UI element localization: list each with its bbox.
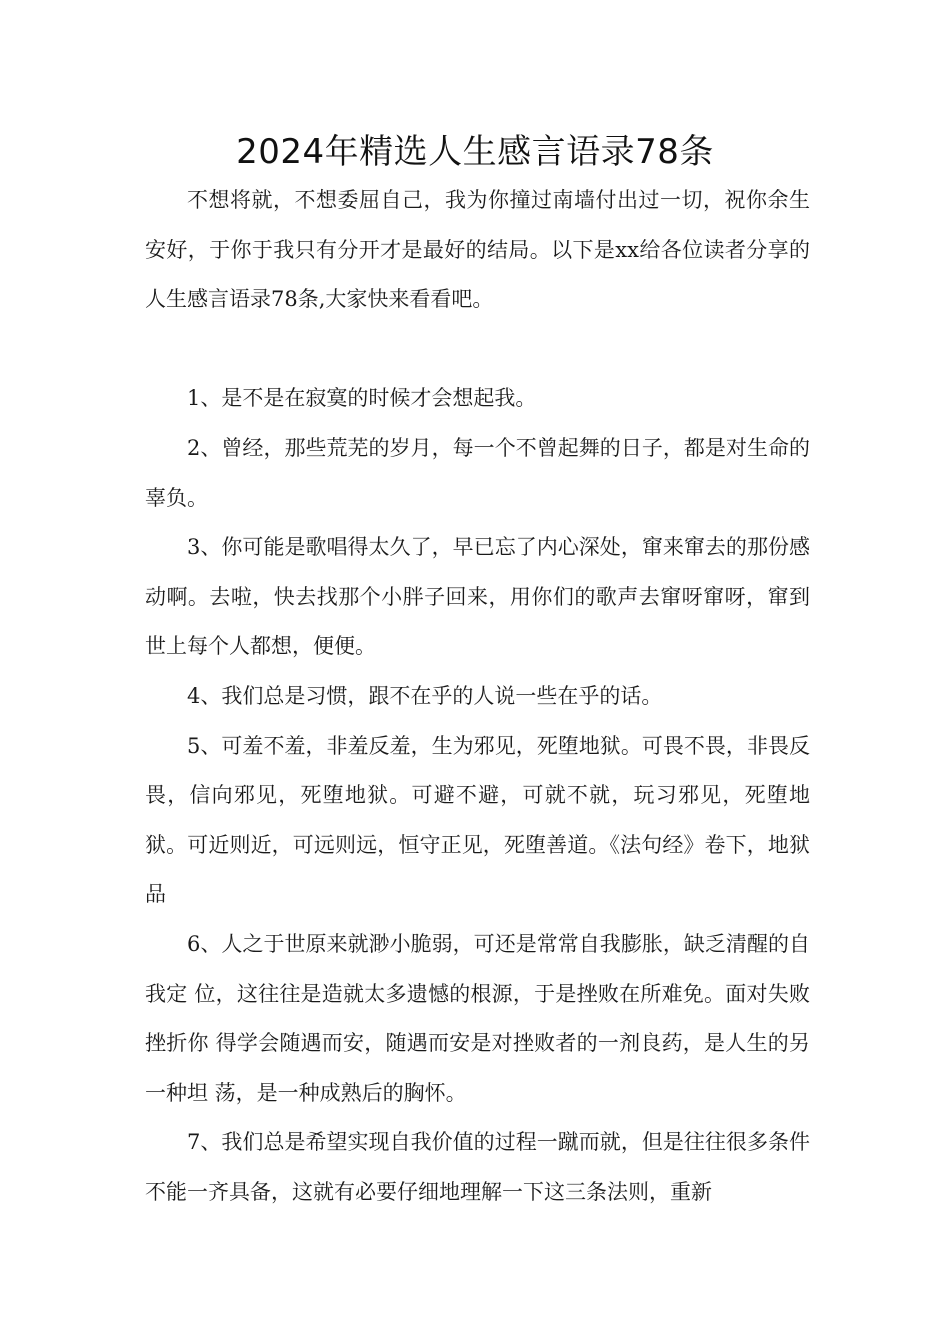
document-title: 2024年精选人生感言语录78条 xyxy=(236,132,714,172)
paragraph-spacer xyxy=(145,325,810,375)
document-body xyxy=(145,176,810,1217)
list-item: 7、我们总是希望实现自我价值的过程一蹴而就，但是往往很多条件不能一齐具备，这就有必要仔细地理解一下这三条法则，重新 xyxy=(145,1130,810,1204)
list-item: 2、曾经，那些荒芜的岁月，每一个不曾起舞的日子，都是对生命的辜负。 xyxy=(145,435,810,510)
list-item: 3、你可能是歌唱得太久了，早已忘了内心深处，窜来窜去的那份感动啊。去啦，快去找那个小胖子回来，用你们的歌声去窜呀窜呀，窜到世上每个人都想，便便。 xyxy=(145,535,810,659)
list-item: 5、可羞不羞，非羞反羞，生为邪见，死堕地狱。可畏不畏，非畏反畏，信向邪见，死堕地狱。可避不避，可就不就，玩习邪见，死堕地狱。可近则近，可远则远，恒守正见，死堕善道。《法句经》卷下，地狱品 xyxy=(145,733,810,907)
list-item: 6、人之于世原来就渺小脆弱，可还是常常自我膨胀，缺乏清醒的自我定 位，这往往是造就太多遗憾的根源，于是挫败在所难免。面对失败挫折你 得学会随遇而安，随遇而安是对挫败者的一剂良药，是人生的另一种坦 荡，是一种成熟后的胸怀。 xyxy=(145,931,810,1105)
list-item: 4、我们总是习惯，跟不在乎的人说一些在乎的话。 xyxy=(187,683,663,708)
list-item: 1、是不是在寂寞的时候才会想起我。 xyxy=(187,386,537,411)
intro-paragraph: 不想将就，不想委屈自己，我为你撞过南墙付出过一切，祝你余生安好，于你于我只有分开才是最好的结局。以下是xx给各位读者分享的人生感言语录78条,大家快来看看吧。 xyxy=(145,188,810,312)
